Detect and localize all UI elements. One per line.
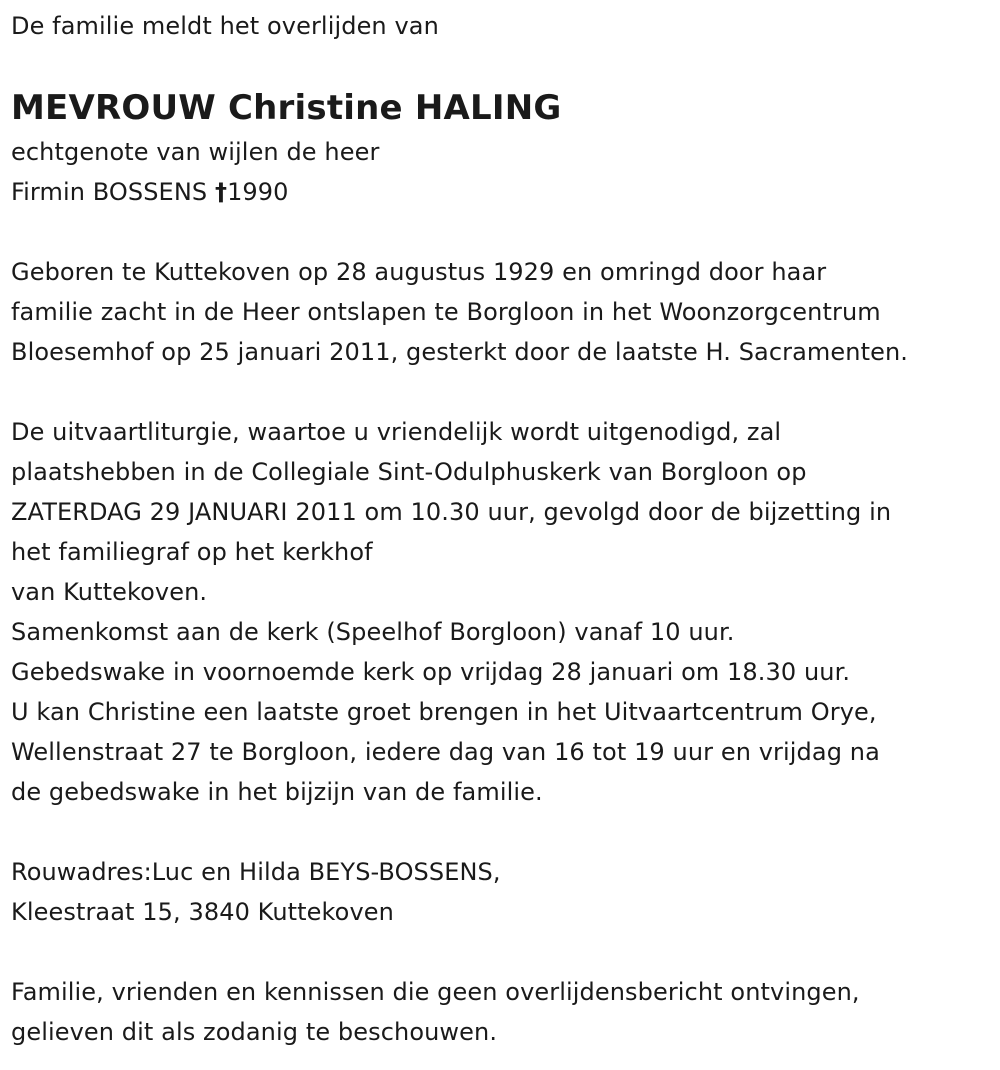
- spacer: [11, 812, 996, 852]
- birth-paragraph: [11, 252, 996, 372]
- cross-icon: †: [214, 178, 228, 206]
- address-paragraph: [11, 852, 996, 932]
- paragraph-line: Rouwadres:Luc en Hilda BEYS-BOSSENS,: [11, 858, 501, 886]
- paragraph-line: Samenkomst aan de kerk (Speelhof Borgloon) vanaf 10 uur.: [11, 618, 735, 646]
- paragraph-line: het familiegraf op het kerkhof: [11, 538, 373, 566]
- paragraph-line: plaatshebben in de Collegiale Sint-Odulphuskerk van Borgloon op: [11, 458, 807, 486]
- spouse-line: echtgenote van wijlen de heer: [11, 138, 380, 166]
- spouse-death-year: 1990: [227, 178, 289, 206]
- paragraph-line: de gebedswake in het bijzijn van de familie.: [11, 778, 543, 806]
- spouse-name-line: [11, 172, 996, 212]
- paragraph-line: Familie, vrienden en kennissen die geen overlijdensbericht ontvingen,: [11, 978, 860, 1006]
- intro-text: De familie meldt het overlijden van: [11, 12, 439, 40]
- paragraph-line: Wellenstraat 27 te Borgloon, iedere dag van 16 tot 19 uur en vrijdag na: [11, 738, 880, 766]
- paragraph-line: ZATERDAG 29 JANUARI 2011 om 10.30 uur, gevolgd door de bijzetting in: [11, 498, 892, 526]
- paragraph-line: gelieven dit als zodanig te beschouwen.: [11, 1018, 498, 1046]
- spacer: [11, 372, 996, 412]
- paragraph-line: De uitvaartliturgie, waartoe u vriendelijk wordt uitgenodigd, zal: [11, 418, 782, 446]
- spacer: [11, 46, 996, 84]
- spacer: [11, 212, 996, 252]
- deceased-name: MEVROUW Christine HALING: [11, 88, 562, 128]
- death-notice: [11, 6, 996, 1052]
- paragraph-line: Kleestraat 15, 3840 Kuttekoven: [11, 898, 394, 926]
- spacer: [11, 932, 996, 972]
- paragraph-line: Gebedswake in voornoemde kerk op vrijdag 28 januari om 18.30 uur.: [11, 658, 851, 686]
- spouse-name: Firmin BOSSENS: [11, 178, 215, 206]
- paragraph-line: van Kuttekoven.: [11, 578, 208, 606]
- paragraph-line: Bloesemhof op 25 januari 2011, gesterkt door de laatste H. Sacramenten.: [11, 338, 908, 366]
- paragraph-line: familie zacht in de Heer ontslapen te Borgloon in het Woonzorgcentrum: [11, 298, 881, 326]
- closing-paragraph: [11, 972, 996, 1052]
- funeral-paragraph: [11, 412, 996, 812]
- paragraph-line: Geboren te Kuttekoven op 28 augustus 1929 en omringd door haar: [11, 258, 827, 286]
- paragraph-line: U kan Christine een laatste groet brengen in het Uitvaartcentrum Orye,: [11, 698, 877, 726]
